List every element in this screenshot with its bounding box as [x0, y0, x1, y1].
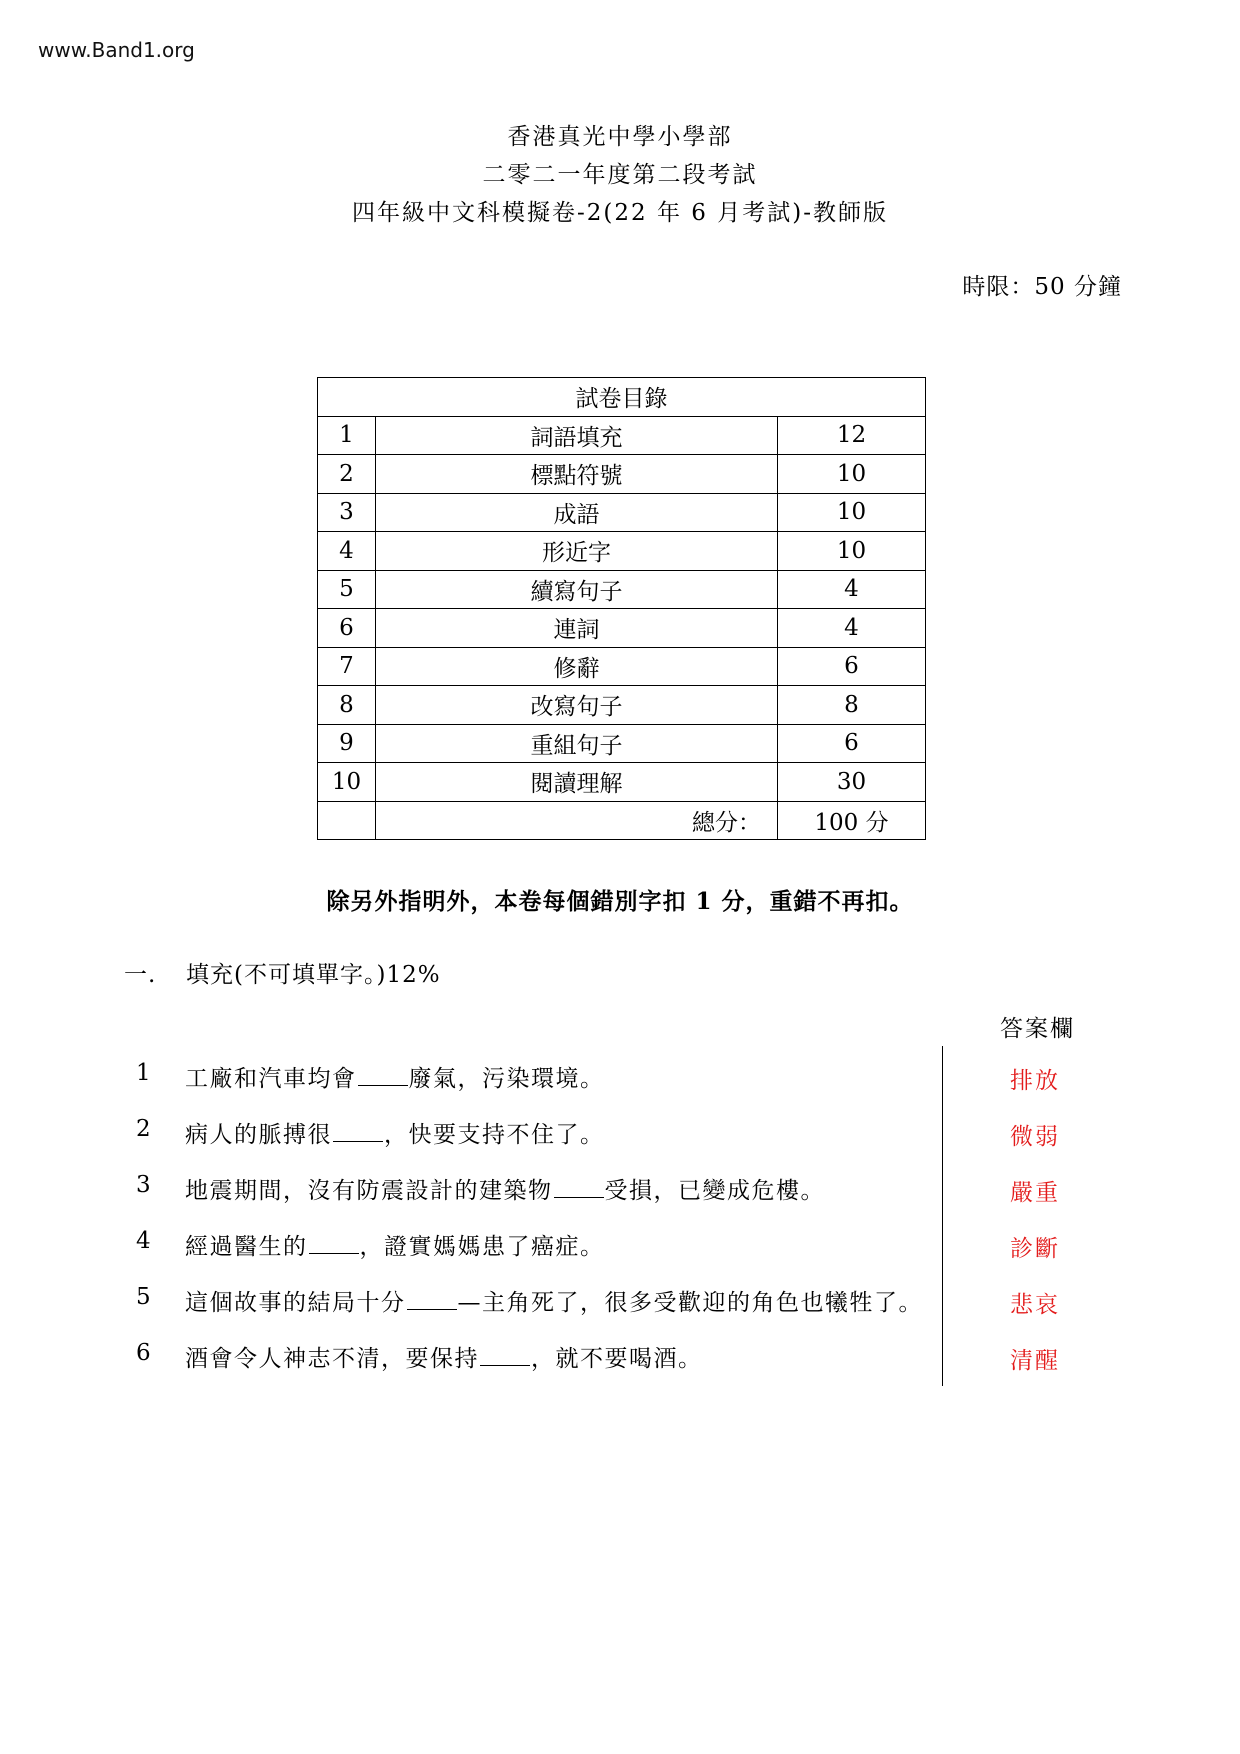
answer-text: 微弱 [1010, 1124, 1060, 1150]
row-marks: 6 [778, 724, 926, 763]
answer-text: 清醒 [1010, 1348, 1060, 1374]
answer-text: 悲哀 [1010, 1292, 1060, 1318]
row-number: 9 [318, 724, 376, 763]
row-marks: 8 [778, 686, 926, 725]
question-text: 酒會令人神志不清，要保持 ，就不要喝酒。 [185, 1346, 703, 1372]
row-topic: 改寫句子 [376, 686, 778, 725]
answer-blank [358, 1065, 408, 1086]
question-text: 工廠和汽車均會 廢氣，污染環境。 [185, 1066, 605, 1092]
answer-text: 排放 [1010, 1068, 1060, 1094]
section-number: 一. [124, 962, 157, 988]
answer-blank [554, 1177, 604, 1198]
table-row [318, 570, 926, 609]
site-url: www.Band1.org [38, 38, 195, 62]
row-marks: 10 [778, 532, 926, 571]
row-topic: 續寫句子 [376, 570, 778, 609]
empty-cell [318, 801, 376, 840]
question-item [0, 1116, 1240, 1156]
question-number: 3 [136, 1172, 153, 1198]
question-text: 這個故事的結局十分 —主角死了，很多受歡迎的角色也犧牲了。 [185, 1290, 923, 1316]
row-topic: 成語 [376, 493, 778, 532]
answer-blank [480, 1345, 530, 1366]
question-text: 病人的脈搏很 ，快要支持不住了。 [185, 1122, 605, 1148]
row-topic: 閱讀理解 [376, 763, 778, 802]
answer-column-header: 答案欄 [1000, 1016, 1075, 1042]
answer-text: 診斷 [1010, 1236, 1060, 1262]
row-topic: 重組句子 [376, 724, 778, 763]
total-label: 總分： [376, 801, 778, 840]
row-number: 4 [318, 532, 376, 571]
table-row [318, 724, 926, 763]
table-row [318, 416, 926, 455]
row-topic: 修辭 [376, 647, 778, 686]
question-number: 1 [136, 1060, 153, 1086]
answer-text: 嚴重 [1010, 1180, 1060, 1206]
question-item [0, 1228, 1240, 1268]
question-item [0, 1172, 1240, 1212]
table-row [318, 609, 926, 648]
question-number: 2 [136, 1116, 153, 1142]
exam-title: 二零二一年度第二段考試 [482, 162, 758, 188]
row-number: 10 [318, 763, 376, 802]
row-number: 3 [318, 493, 376, 532]
table-row [318, 647, 926, 686]
row-number: 2 [318, 455, 376, 494]
table-row [318, 763, 926, 802]
question-item [0, 1340, 1240, 1380]
row-marks: 6 [778, 647, 926, 686]
row-topic: 形近字 [376, 532, 778, 571]
question-item [0, 1284, 1240, 1324]
question-number: 6 [136, 1340, 153, 1366]
table-total-row [318, 801, 926, 840]
marking-rule-note: 除另外指明外，本卷每個錯別字扣 1 分，重錯不再扣。 [326, 888, 914, 915]
row-topic: 詞語填充 [376, 416, 778, 455]
row-number: 7 [318, 647, 376, 686]
table-row [318, 455, 926, 494]
row-number: 1 [318, 416, 376, 455]
table-row [318, 532, 926, 571]
row-marks: 4 [778, 609, 926, 648]
answer-blank [309, 1233, 359, 1254]
question-number: 4 [136, 1228, 153, 1254]
contents-table [317, 377, 926, 840]
school-name: 香港真光中學小學部 [507, 124, 733, 150]
row-topic: 標點符號 [376, 455, 778, 494]
row-marks: 10 [778, 455, 926, 494]
row-marks: 10 [778, 493, 926, 532]
paper-title: 四年級中文科模擬卷-2(22 年 6 月考試)-教師版 [352, 200, 888, 226]
row-topic: 連詞 [376, 609, 778, 648]
row-number: 8 [318, 686, 376, 725]
table-title: 試卷目錄 [318, 378, 926, 417]
table-row [318, 686, 926, 725]
section-title: 填充(不可填單字。)12% [186, 962, 441, 988]
section-heading [124, 956, 441, 989]
time-limit: 時限：50 分鐘 [962, 274, 1122, 300]
row-marks: 12 [778, 416, 926, 455]
total-value: 100 分 [778, 801, 926, 840]
row-marks: 30 [778, 763, 926, 802]
question-item [0, 1060, 1240, 1100]
table-row [318, 493, 926, 532]
question-text: 經過醫生的 ，證實媽媽患了癌症。 [185, 1234, 605, 1260]
question-number: 5 [136, 1284, 153, 1310]
table-header-row [318, 378, 926, 417]
answer-blank [333, 1121, 383, 1142]
row-number: 5 [318, 570, 376, 609]
answer-blank [407, 1289, 457, 1310]
question-text: 地震期間，沒有防震設計的建築物 受損，已變成危樓。 [185, 1178, 825, 1204]
row-marks: 4 [778, 570, 926, 609]
row-number: 6 [318, 609, 376, 648]
